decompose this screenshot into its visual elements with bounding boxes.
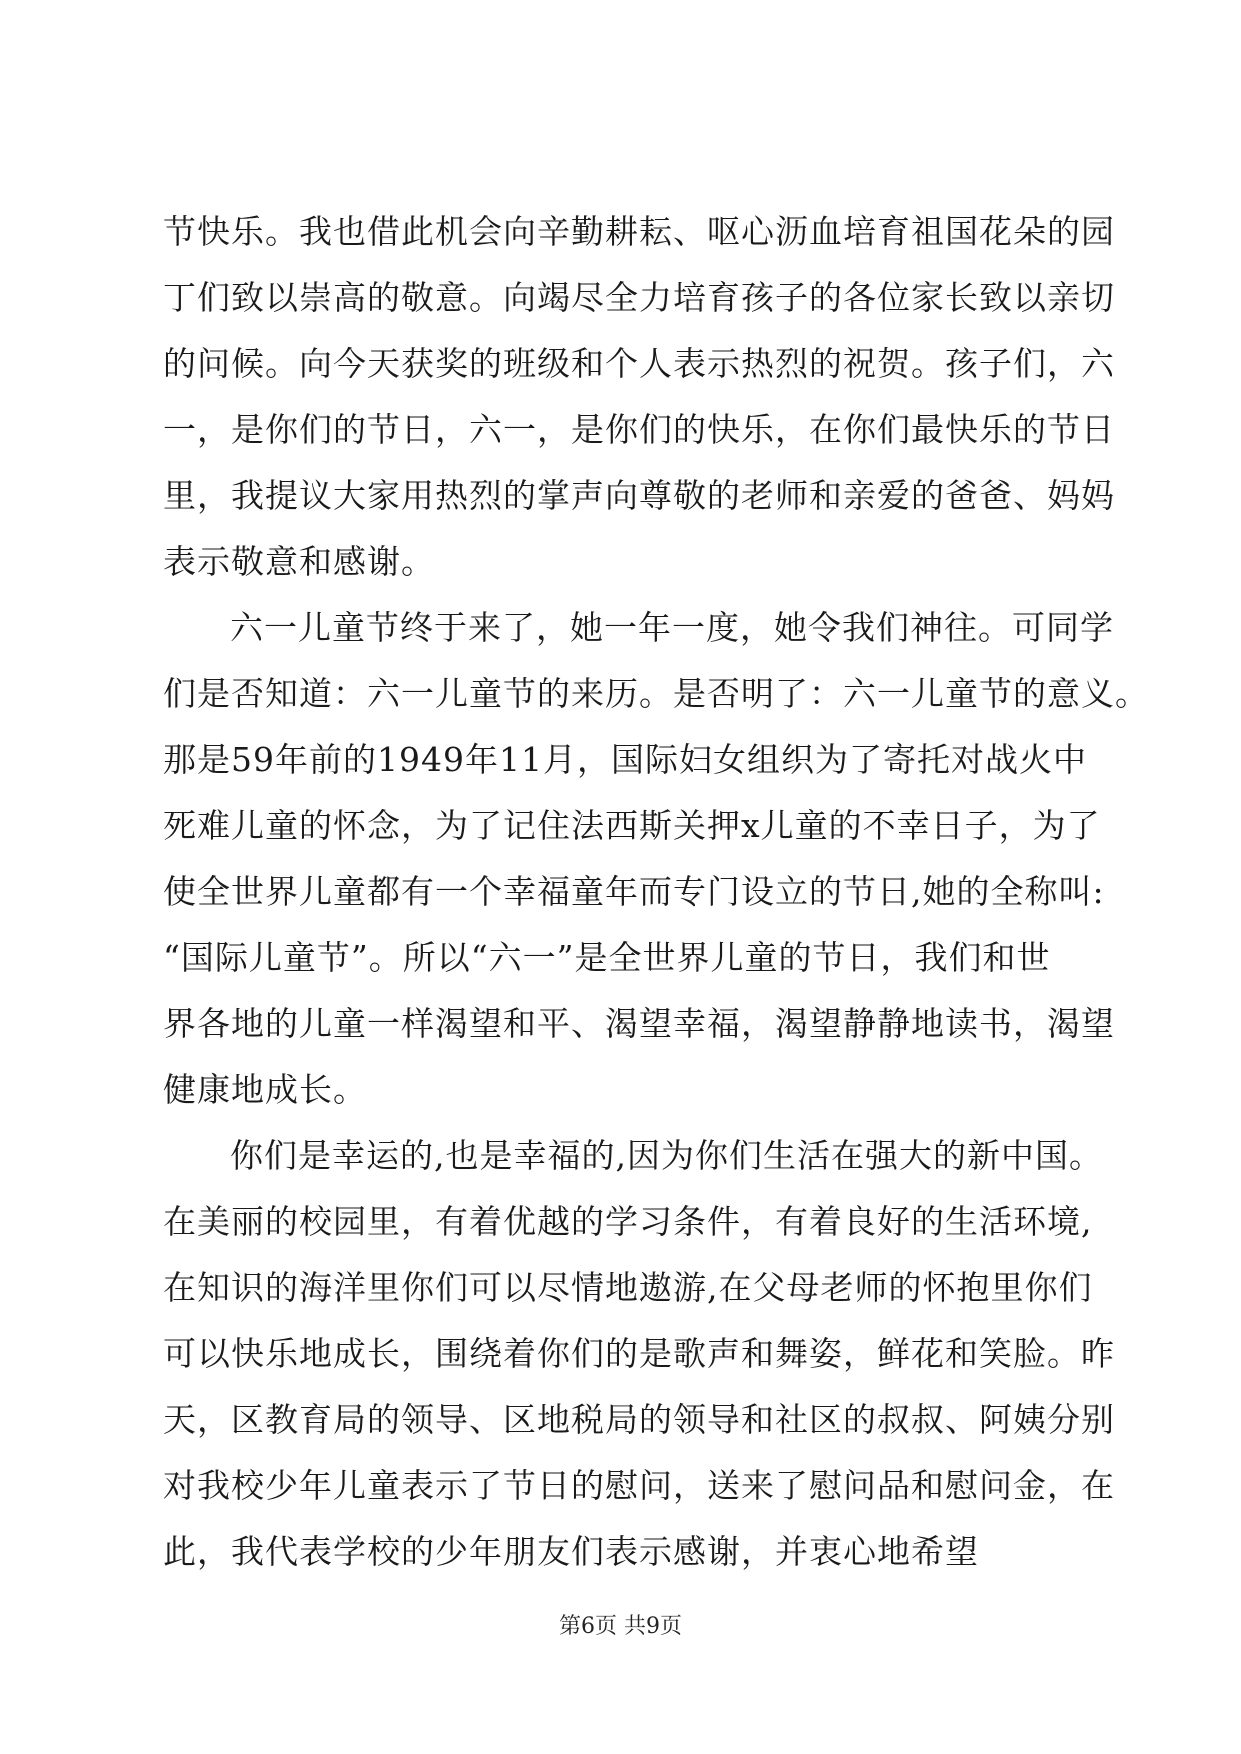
text-line: 们是否知道：六一儿童节的来历。是否明了：六一儿童节的意义。 [163,674,1149,713]
paragraph-first-line: 你们是幸运的,也是幸福的,因为你们生活在强大的新中国。 [230,1136,1103,1175]
paragraph-first-line: 六一儿童节终于来了，她一年一度，她令我们神往。可同学 [230,608,1114,647]
text-line: 节快乐。我也借此机会向辛勤耕耘、呕心沥血培育祖国花朵的园 [163,212,1115,251]
text-line: 使全世界儿童都有一个幸福童年而专门设立的节日,她的全称叫: [163,872,1105,911]
text-line: 在美丽的校园里，有着优越的学习条件，有着良好的生活环境, [163,1202,1093,1241]
text-line: 那是59年前的1949年11月，国际妇女组织为了寄托对战火中 [163,740,1087,779]
text-line: 丁们致以崇高的敬意。向竭尽全力培育孩子的各位家长致以亲切 [163,278,1115,317]
text-line: 界各地的儿童一样渴望和平、渴望幸福，渴望静静地读书，渴望 [163,1004,1115,1043]
text-line: 表示敬意和感谢。 [163,542,435,581]
text-line: 可以快乐地成长，围绕着你们的是歌声和舞姿，鲜花和笑脸。昨 [163,1334,1115,1373]
text-line: 天，区教育局的领导、区地税局的领导和社区的叔叔、阿姨分别 [163,1400,1115,1439]
text-line: 里，我提议大家用热烈的掌声向尊敬的老师和亲爱的爸爸、妈妈 [163,476,1115,515]
text-line: 对我校少年儿童表示了节日的慰问，送来了慰问品和慰问金，在 [163,1466,1115,1505]
text-line: 此，我代表学校的少年朋友们表示感谢，并衷心地希望 [163,1532,979,1571]
text-line: 健康地成长。 [163,1070,367,1109]
text-line: 在知识的海洋里你们可以尽情地遨游,在父母老师的怀抱里你们 [163,1268,1093,1307]
text-line: 的问候。向今天获奖的班级和个人表示热烈的祝贺。孩子们，六 [163,344,1115,383]
text-line: “国际儿童节”。所以“六一”是全世界儿童的节日，我们和世 [163,938,1051,977]
page-footer: 第6页 共9页 [559,1614,682,1639]
text-line: 一，是你们的节日，六一，是你们的快乐，在你们最快乐的节日 [163,410,1115,449]
text-line: 死难儿童的怀念，为了记住法西斯关押x儿童的不幸日子，为了 [163,806,1101,845]
